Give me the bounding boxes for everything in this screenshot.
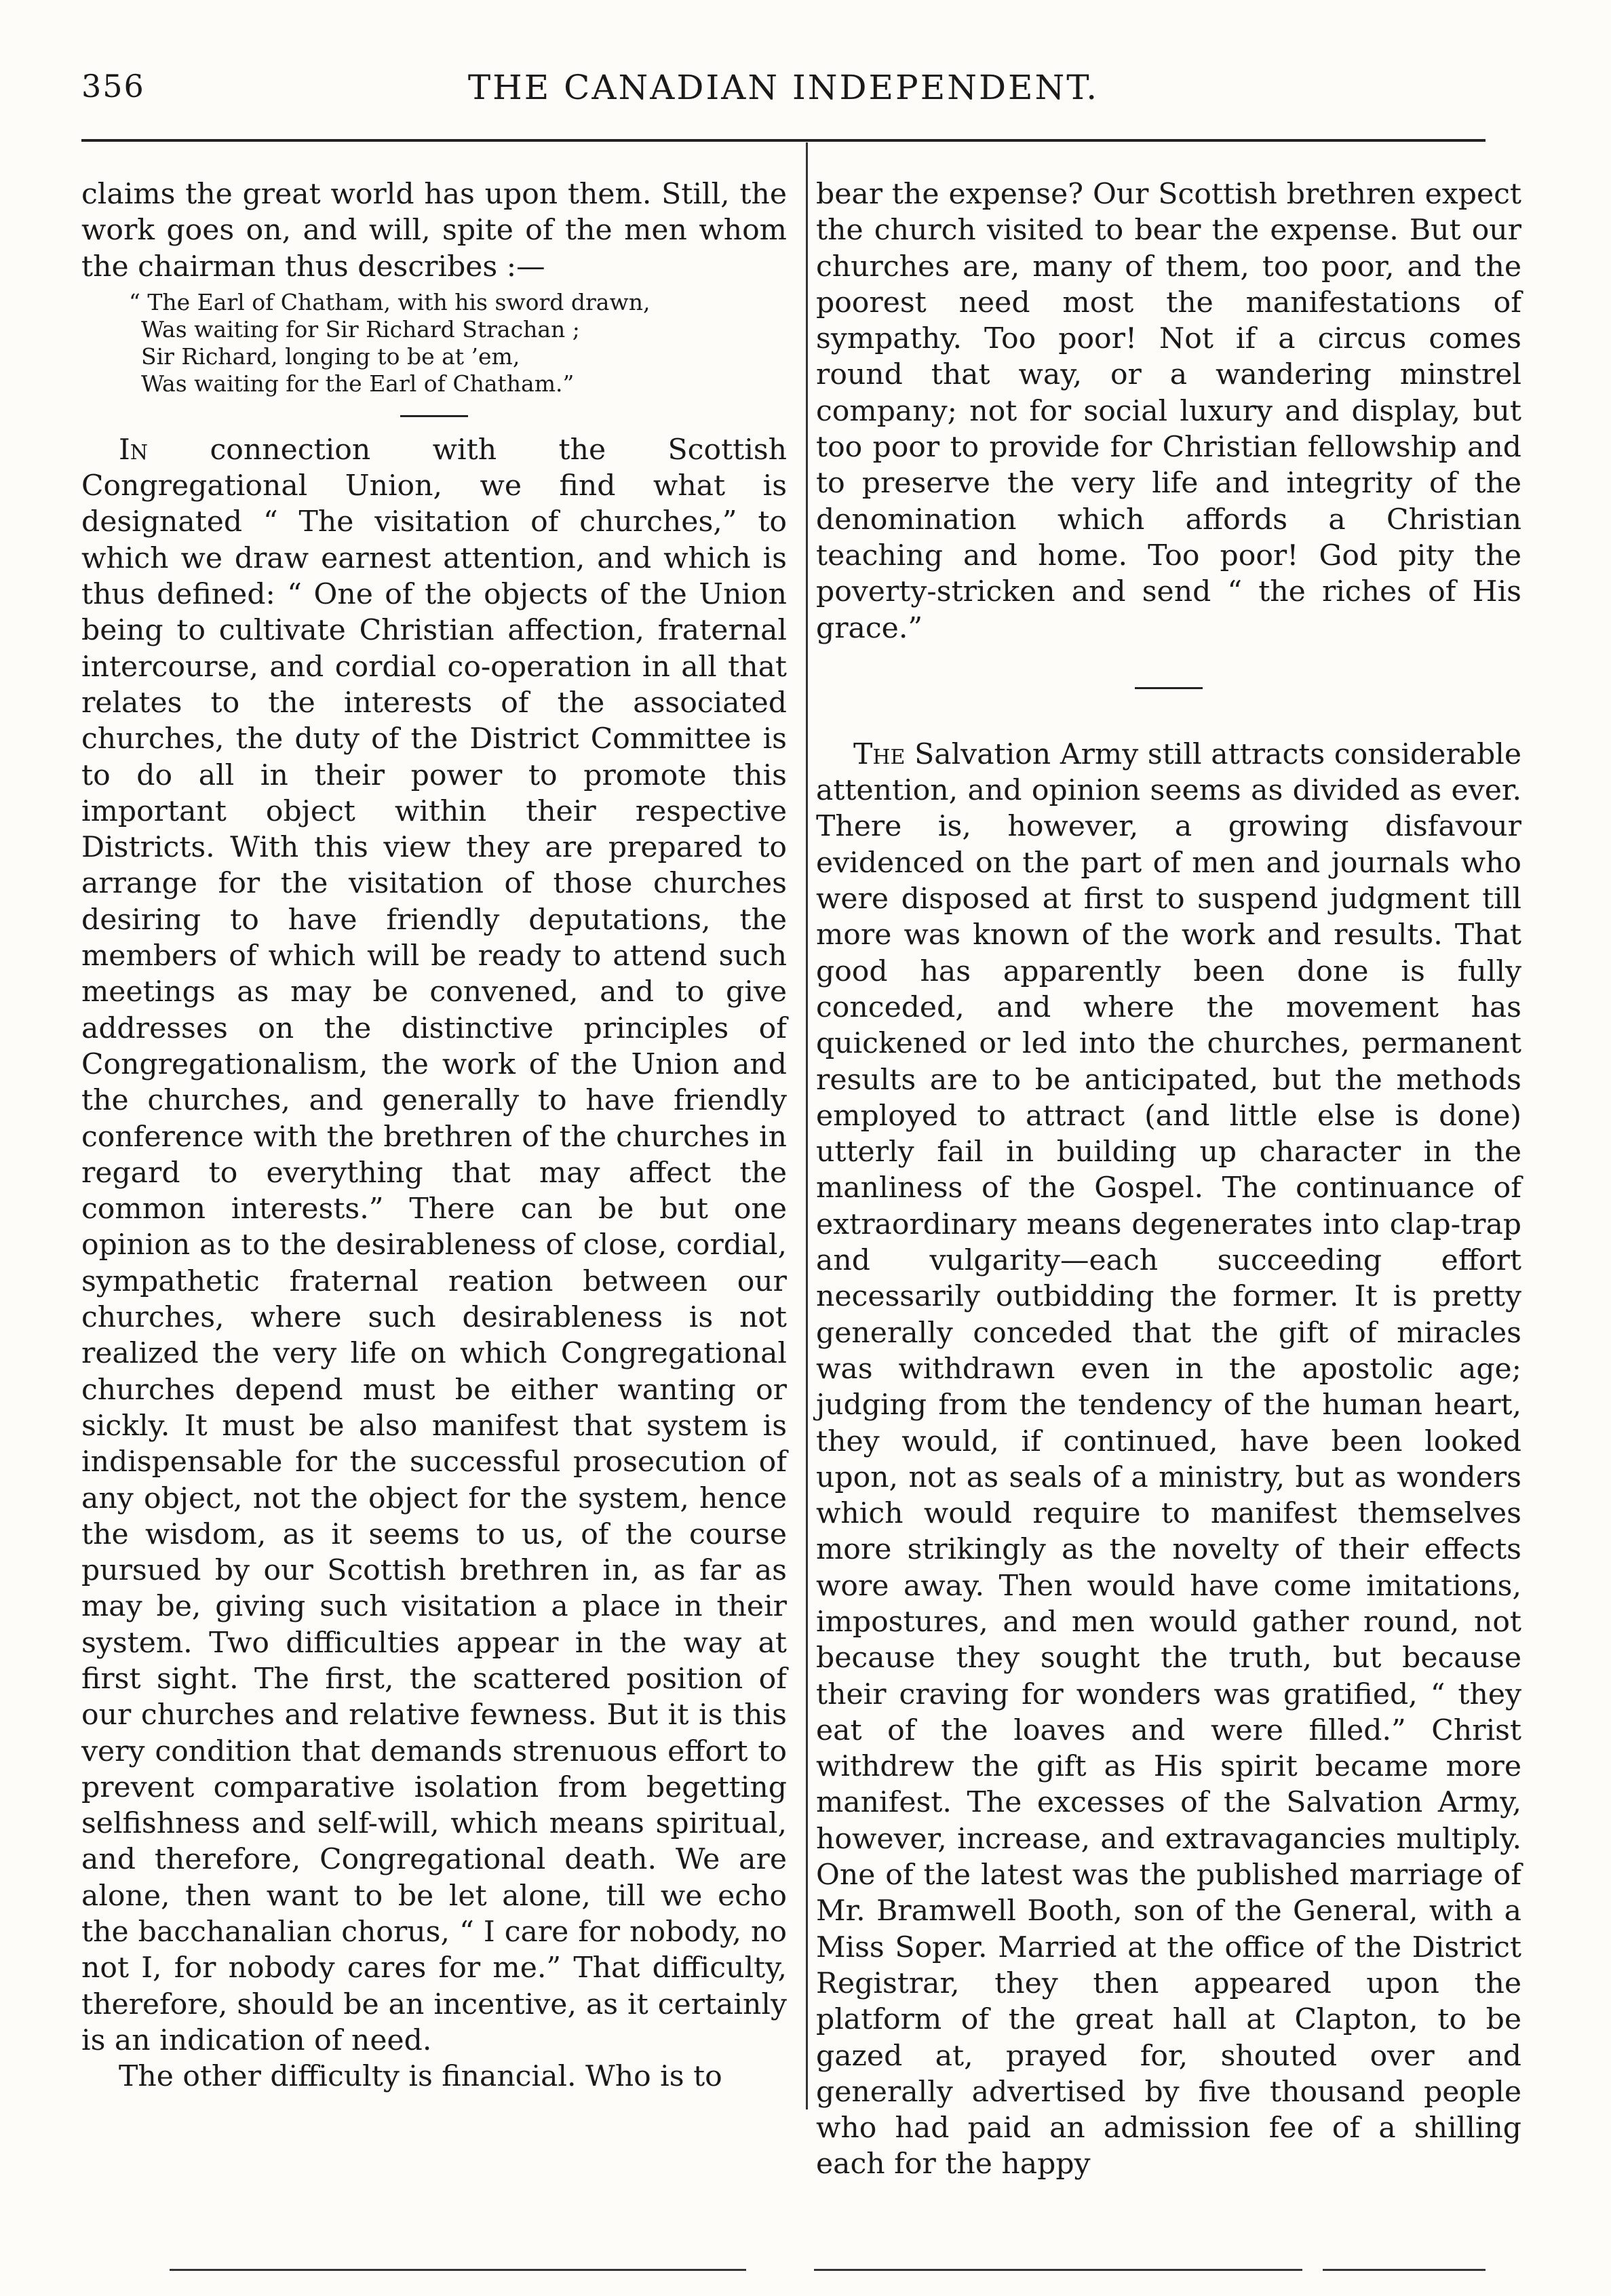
paragraph-lead-word: In [119, 433, 149, 467]
paragraph-lead-word: The [853, 737, 906, 771]
running-title: THE CANADIAN INDEPENDENT. [467, 68, 1100, 107]
right-paragraph-2 [816, 737, 1521, 2183]
verse-quote [129, 289, 787, 397]
verse-line: Was waiting for Sir Richard Strachan ; [141, 315, 580, 343]
footer-rule [170, 2269, 746, 2271]
footer-rule [814, 2269, 1302, 2271]
section-separator [400, 415, 468, 417]
left-paragraph-2 [81, 432, 787, 2059]
section-separator [1135, 687, 1203, 689]
right-column [816, 176, 1521, 2183]
footer-rule [1323, 2269, 1486, 2271]
verse-line: “ The Earl of Chatham, with his sword drawn, [129, 288, 651, 315]
paragraph-body: connection with the Scottish Congregational Union, we find what is designated “ The visitation of churches,” to which we draw earnest attention, and which is thus defined: “ One of the objects of the Union being to cultivate Christian affection, fraternal intercourse, and cordial co-operation in all that relates to the interests of the associated churches, the duty of the District Committee is to do all in their power to promote this important object within their respective Districts. With this view they are prepared to arrange for the visitation of those churches desiring to have friendly deputations, the members of which will be ready to attend such meetings as may be convened, and to give addresses on the distinctive principles of Congregationalism, the work of the Union and the churches, and generally to have friendly conference with the brethren of the churches in regard to everything that may affect the common interests.” There can be but one opinion as to the desirableness of close, cordial, sympathetic fraternal reation between our churches, where such desirableness is not realized the very life on which Congregational churches depend must be either wanting or sickly. It must be also manifest that system is indispensable for the successful prosecution of any object, not the object for the system, hence the wisdom, as it seems to us, of the course pursued by our Scottish brethren in, as far as may be, giving such visitation a place in their system. Two difficulties appear in the way at first sight. The first, the scattered position of our churches and relative fewness. But it is this very condition that demands strenuous effort to prevent comparative isolation from begetting selfishness and self-will, which means spiritual, and therefore, Congregational death. We are alone, then want to be let alone, till we echo the bacchanalian chorus, “ I care for nobody, no not I, for nobody cares for me.” That difficulty, therefore, should be an incentive, as it certainly is an indication of need. [81, 433, 787, 2057]
paragraph-body: Salvation Army still attracts considerable attention, and opinion seems as divided as ever. There is, however, a growing disfavour evidenced on the part of men and journals who were disposed at first to suspend judgment till more was known of the work and results. That good has apparently been done is fully conceded, and where the movement has quickened or led into the churches, permanent results are to be anticipated, but the methods employed to attract (and little else is done) utterly fail in building up character in the manliness of the Gospel. The continuance of extraordinary means degenerates into clap-trap and vulgarity—each succeeding effort necessarily outbidding the former. It is pretty generally conceded that the gift of miracles was withdrawn even in the apostolic age; judging from the tendency of the human heart, they would, if continued, have been looked upon, not as seals of a ministry, but as wonders which would require to manifest themselves more strikingly as the novelty of their effects wore away. Then would have come imitations, impostures, and men would gather round, not because they sought the truth, but because their craving for wonders was gratified, “ they eat of the loaves and were filled.” Christ withdrew the gift as His spirit became more manifest. The excesses of the Salvation Army, however, increase, and extravagancies multiply. One of the latest was the published marriage of Mr. Bramwell Booth, son of the General, with a Miss Soper. Married at the office of the District Registrar, they then appeared upon the platform of the great hall at Clapton, to be gazed at, prayed for, shouted over and generally advertised by five thousand people who had paid an admission fee of a shilling each for the happy [816, 737, 1521, 2181]
header-rule [81, 139, 1486, 142]
page-header [81, 68, 1486, 115]
verse-line: Was waiting for the Earl of Chatham.” [141, 370, 575, 397]
left-paragraph-1: claims the great world has upon them. Still, the work goes on, and will, spite of the men whom the chairman thus describes :— [81, 178, 787, 284]
left-column [81, 176, 787, 2095]
right-paragraph-1: bear the expense? Our Scottish brethren expect the church visited to bear the expense. But our churches are, many of them, too poor, and the poorest need most the manifestations of sympathy. Too poor! Not if a circus comes round that way, or a wandering minstrel company; not for social luxury and display, but too poor to provide for Christian fellowship and to preserve the very life and integrity of the denomination which affords a Christian teaching and home. Too poor! God pity the poverty-stricken and send “ the riches of His grace.” [816, 178, 1521, 645]
column-divider [806, 142, 808, 2109]
page-number: 356 [81, 68, 145, 104]
left-paragraph-3: The other difficulty is financial. Who is to [119, 2060, 722, 2094]
verse-line: Sir Richard, longing to be at ’em, [141, 343, 520, 370]
